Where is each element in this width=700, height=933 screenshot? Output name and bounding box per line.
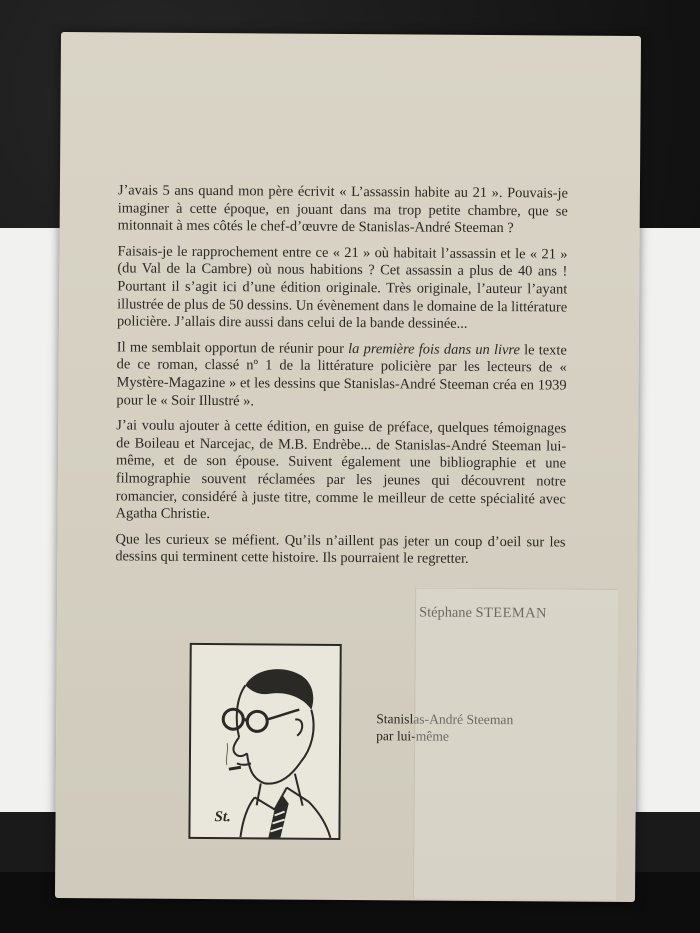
paragraph-3-start: Il me semblait opportun de réunir pour: [116, 339, 349, 357]
portrait-sketch-icon: [190, 645, 339, 838]
blurb-paragraph-3: [116, 339, 566, 413]
blurb-paragraph-5: Que les curieux se méfient. Qu’ils n’aillent pas jeter un coup d’oeil sur les dessins qui terminent cette histoire. Ils pourraient le regretter.: [115, 531, 566, 568]
blurb-paragraph-2: Faisais-je le rapprochement entre ce « 21 » où habitait l’assassin et le « 21 » (du Val de la Cambre) où nous habitions ? Cet assassin a plus de 40 ans ! Pourtant il s’agit ici d’une édition originale. Très originale, l’auteur l’ayant illustrée de plus de 50 dessins. Un évènement dans le domaine de la littérature policière. J’allais dire aussi dans celui de la bande dessinée...: [116, 243, 568, 332]
caption-line-1: Stanislas-André Steeman: [376, 711, 514, 728]
paragraph-3-end: le texte de ce roman, classé nº 1 de la littérature policière par les lecteurs de « Mystère-Magazine » et les dessins que Stanislas-André Steeman créa en 1939 pour le « Soir Illustré ».: [116, 341, 567, 409]
caption-line-2: par lui-même: [376, 728, 450, 744]
blurb-paragraph-1: J’avais 5 ans quand mon père écrivit « L’assassin habite au 21 ». Pouvais-je imaginer à cette époque, en jouant dans ma trop petite chambre, que se mitonnait à mes côtés le chef-d’œuvre de Stanislas-André Steeman ?: [117, 182, 568, 237]
blurb-paragraph-4: J’ai voulu ajouter à cette édition, en guise de préface, quelques témoignages de Boileau et Narcejac, de M.B. Endrèbe... de Stanislas-André Steeman lui-même, et de son épouse. Suivent également une bibliographie et une filmographie souvent réclamées par les jeunes qui découvrent notre romancier, considéré à juste titre, comme le meilleur de cette spécialité avec Agatha Christie.: [115, 417, 567, 523]
self-portrait-drawing: [188, 643, 341, 840]
portrait-artist-mark: St.: [214, 809, 231, 826]
author-signature: [367, 604, 547, 622]
signature-first-name: Stéphane: [419, 604, 472, 621]
blurb-text: [115, 182, 568, 577]
paragraph-3-italic: la première fois dans un livre: [348, 340, 520, 358]
signature-last-name: STEEMAN: [475, 604, 548, 622]
book-back-cover: [55, 32, 641, 902]
portrait-caption: [376, 710, 556, 745]
